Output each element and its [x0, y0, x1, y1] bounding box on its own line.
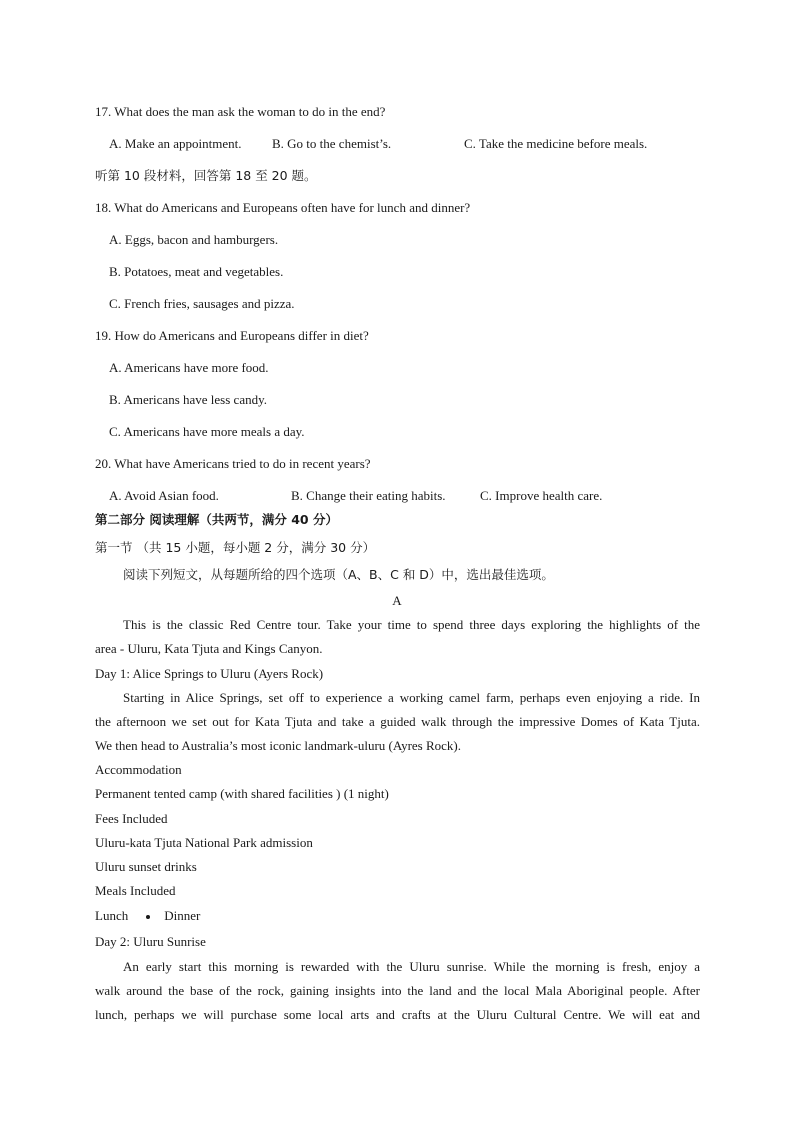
q20-option-c: C. Improve health care.	[480, 488, 603, 503]
q17-option-a: A. Make an appointment.	[109, 136, 242, 151]
q17-question: 17. What does the man ask the woman to do in the end?	[95, 104, 386, 119]
q19-option-a: A. Americans have more food.	[109, 360, 269, 375]
day1-line-2: the afternoon we set out for Kata Tjuta and take a guided walk through the impressive Domes of Kata Tjuta.	[95, 714, 700, 729]
day2-title: Day 2: Uluru Sunrise	[95, 934, 206, 949]
intro-line-1: This is the classic Red Centre tour. Take your time to spend three days exploring the highlights of the	[123, 617, 700, 632]
day1-title: Day 1: Alice Springs to Uluru (Ayers Rock)	[95, 666, 324, 681]
fees-item-drinks: Uluru sunset drinks	[95, 859, 197, 874]
q20-option-b: B. Change their eating habits.	[291, 488, 446, 503]
part2-title: 第二部分 阅读理解（共两节，满分 40 分）	[95, 512, 338, 527]
fees-item-admission: Uluru-kata Tjuta National Park admission	[95, 835, 313, 850]
section10-instruction: 听第 10 段材料，回答第 18 至 20 题。	[95, 168, 317, 183]
day2-line-3: lunch, perhaps we will purchase some local arts and crafts at the Uluru Cultural Centre. We will eat and	[95, 1007, 700, 1022]
q19-option-b: B. Americans have less candy.	[109, 392, 267, 407]
meals-label: Meals Included	[95, 883, 176, 898]
q18-question: 18. What do Americans and Europeans often have for lunch and dinner?	[95, 200, 471, 215]
q19-question: 19. How do Americans and Europeans differ in diet?	[95, 328, 369, 343]
accommodation-value: Permanent tented camp (with shared facilities ) (1 night)	[95, 786, 389, 801]
q18-option-a: A. Eggs, bacon and hamburgers.	[109, 232, 279, 247]
q19-option-c: C. Americans have more meals a day.	[109, 424, 305, 439]
q20-option-a: A. Avoid Asian food.	[109, 488, 219, 503]
passage-label: A	[392, 593, 402, 608]
q18-option-b: B. Potatoes, meat and vegetables.	[109, 264, 284, 279]
day1-line-3: We then head to Australia’s most iconic landmark-uluru (Ayres Rock).	[95, 738, 461, 753]
section1-title: 第一节 （共 15 小题，每小题 2 分，满分 30 分）	[95, 540, 376, 555]
q20-question: 20. What have Americans tried to do in recent years?	[95, 456, 371, 471]
day2-line-2: walk around the base of the rock, gaining insights into the land and the local Mala Aboriginal people. After	[95, 983, 700, 998]
q17-option-b: B. Go to the chemist’s.	[272, 136, 392, 151]
bullet-icon	[146, 915, 150, 919]
meals-lunch: Lunch	[95, 908, 129, 923]
day2-line-1: An early start this morning is rewarded with the Uluru sunrise. While the morning is fresh, enjoy a	[123, 959, 700, 974]
q17-option-c: C. Take the medicine before meals.	[464, 136, 648, 151]
day1-line-1: Starting in Alice Springs, set off to experience a working camel farm, perhaps even enjoying a ride. In	[123, 690, 700, 705]
reading-instructions: 阅读下列短文，从每题所给的四个选项（A、B、C 和 D）中，选出最佳选项。	[123, 567, 554, 582]
q18-option-c: C. French fries, sausages and pizza.	[109, 296, 295, 311]
meals-list	[95, 908, 200, 924]
accommodation-label: Accommodation	[95, 762, 182, 777]
fees-label: Fees Included	[95, 811, 168, 826]
meals-dinner: Dinner	[164, 908, 201, 923]
intro-line-2: area - Uluru, Kata Tjuta and Kings Canyon.	[95, 641, 323, 656]
